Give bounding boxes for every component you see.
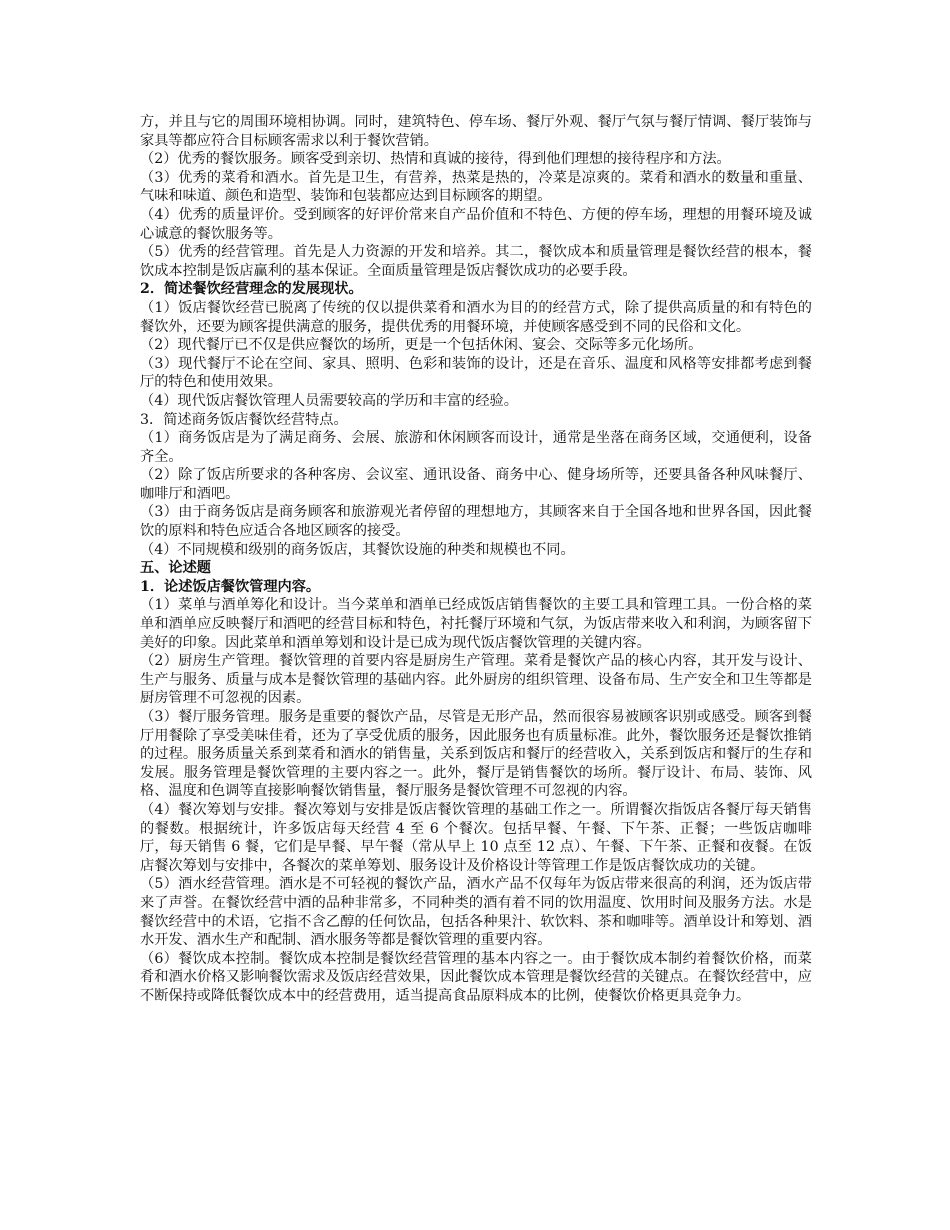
body-paragraph: （1）饭店餐饮经营已脱离了传统的仅以提供菜肴和酒水为目的的经营方式，除了提供高质量的和有特色的餐饮外，还要为顾客提供满意的服务，提供优秀的用餐环境，并使顾客感受到不同的民俗和文化。 [140, 299, 812, 335]
body-paragraph: （5）优秀的经营管理。首先是人力资源的开发和培养。其二，餐饮成本和质量管理是餐饮经营的根本，餐饮成本控制是饭店赢利的基本保证。全面质量管理是饭店餐饮成功的必要手段。 [140, 244, 812, 279]
body-paragraph: 3．简述商务饭店餐饮经营特点。 [140, 411, 348, 428]
body-paragraph: （3）优秀的菜肴和酒水。首先是卫生，有营养，热菜是热的，冷菜是凉爽的。菜肴和酒水的数量和重量、气味和味道、颜色和造型、装饰和包装都应达到目标顾客的期望。 [140, 169, 812, 205]
body-paragraph: （4）餐次筹划与安排。餐次筹划与安排是饭店餐饮管理的基础工作之一。所谓餐次指饭店各餐厅每天销售的餐数。根据统计，许多饭店每天经营 4 至 6 个餐次。包括早餐、午餐、下午茶、正餐；一些饭店咖啡厅，每天销售 6 餐，它们是早餐、早午餐（常从早上 10 点至 12 点）、午餐、下午茶、正餐和夜餐。在饭店餐次筹划与安排中，各餐次的菜单筹划、服务设计及价格设计等管理工作是饭店餐饮成功的关键。 [140, 801, 812, 874]
body-paragraph: （3）餐厅服务管理。服务是重要的餐饮产品，尽管是无形产品，然而很容易被顾客识别或感受。顾客到餐厅用餐除了享受美味佳肴，还为了享受优质的服务，因此服务也有质量标准。此外，餐饮服务还是餐饮推销的过程。服务质量关系到菜肴和酒水的销售量，关系到饭店和餐厅的经营收入，关系到饭店和餐厅的生存和发展。服务管理是餐饮管理的主要内容之一。此外，餐厅是销售餐饮的场所。餐厅设计、布局、装饰、风格、温度和色调等直接影响餐饮销售量，餐厅服务是餐饮管理不可忽视的内容。 [140, 709, 812, 800]
body-paragraph: （2）优秀的餐饮服务。顾客受到亲切、热情和真诚的接待，得到他们理想的接待程序和方法。 [140, 151, 731, 168]
body-paragraph: （6）餐饮成本控制。餐饮成本控制是餐饮经营管理的基本内容之一。由于餐饮成本制约着餐饮价格，而菜肴和酒水价格又影响餐饮需求及饭店经营效果，因此餐饮成本管理是餐饮经营的关键点。在餐饮经营中，应不断保持或降低餐饮成本中的经营费用，适当提高食品原料成本的比例，使餐饮价格更具竞争力。 [140, 950, 812, 1004]
body-paragraph: （2）除了饭店所要求的各种客房、会议室、通讯设备、商务中心、健身场所等，还要具备各种风味餐厅、咖啡厅和酒吧。 [140, 467, 812, 502]
section-heading: 1．论述饭店餐饮管理内容。 [140, 578, 321, 595]
document-page [140, 113, 812, 1006]
body-paragraph: （4）不同规模和级别的商务饭店，其餐饮设施的种类和规模也不同。 [140, 541, 575, 558]
body-paragraph: （4）现代饭店餐饮管理人员需要较高的学历和丰富的经验。 [140, 392, 518, 409]
section-heading: 五、论述题 [140, 560, 211, 577]
body-paragraph: （2）现代餐厅已不仅是供应餐饮的场所，更是一个包括休闲、宴会、交际等多元化场所。 [140, 337, 703, 354]
body-paragraph: （2）厨房生产管理。餐饮管理的首要内容是厨房生产管理。菜肴是餐饮产品的核心内容，其开发与设计、生产与服务、质量与成本是餐饮管理的基础内容。此外厨房的组织管理、设备布局、生产安全和卫生等都是厨房管理不可忽视的因素。 [140, 653, 812, 707]
body-paragraph: （3）由于商务饭店是商务顾客和旅游观光者停留的理想地方，其顾客来自于全国各地和世界各国，因此餐饮的原料和特色应适合各地区顾客的接受。 [140, 504, 812, 540]
section-heading: 2．简述餐饮经营理念的发展现状。 [140, 281, 363, 298]
body-paragraph: （4）优秀的质量评价。受到顾客的好评价常来自产品价值和不特色、方便的停车场，理想的用餐环境及诚心诚意的餐饮服务等。 [140, 206, 812, 242]
body-paragraph: （1）菜单与酒单筹化和设计。当今菜单和酒单已经成饭店销售餐饮的主要工具和管理工具。一份合格的菜单和酒单应反映餐厅和酒吧的经营目标和特色，衬托餐厅环境和气氛，为饭店带来收入和利润，为顾客留下美好的印象。因此菜单和酒单筹划和设计是已成为现代饭店餐饮管理的关键内容。 [140, 597, 812, 651]
body-paragraph: （5）酒水经营管理。酒水是不可轻视的餐饮产品，酒水产品不仅每年为饭店带来很高的利润，还为饭店带来了声誉。在餐饮经营中酒的品种非常多，不同种类的酒有着不同的饮用温度、饮用时间及服务方法。水是餐饮经营中的术语，它指不含乙醇的任何饮品，包括各种果汁、软饮料、茶和咖啡等。酒单设计和筹划、酒水开发、酒水生产和配制、酒水服务等都是餐饮管理的重要内容。 [140, 876, 812, 949]
body-paragraph: （3）现代餐厅不论在空间、家具、照明、色彩和装饰的设计，还是在音乐、温度和风格等安排都考虑到餐厅的特色和使用效果。 [140, 355, 812, 391]
body-paragraph: 方，并且与它的周围环境相协调。同时，建筑特色、停车场、餐厅外观、餐厅气氛与餐厅情调、餐厅装饰与家具等都应符合目标顾客需求以利于餐饮营销。 [140, 114, 812, 149]
body-paragraph: （1）商务饭店是为了满足商务、会展、旅游和休闲顾客而设计，通常是坐落在商务区域，交通便利，设备齐全。 [140, 430, 812, 465]
